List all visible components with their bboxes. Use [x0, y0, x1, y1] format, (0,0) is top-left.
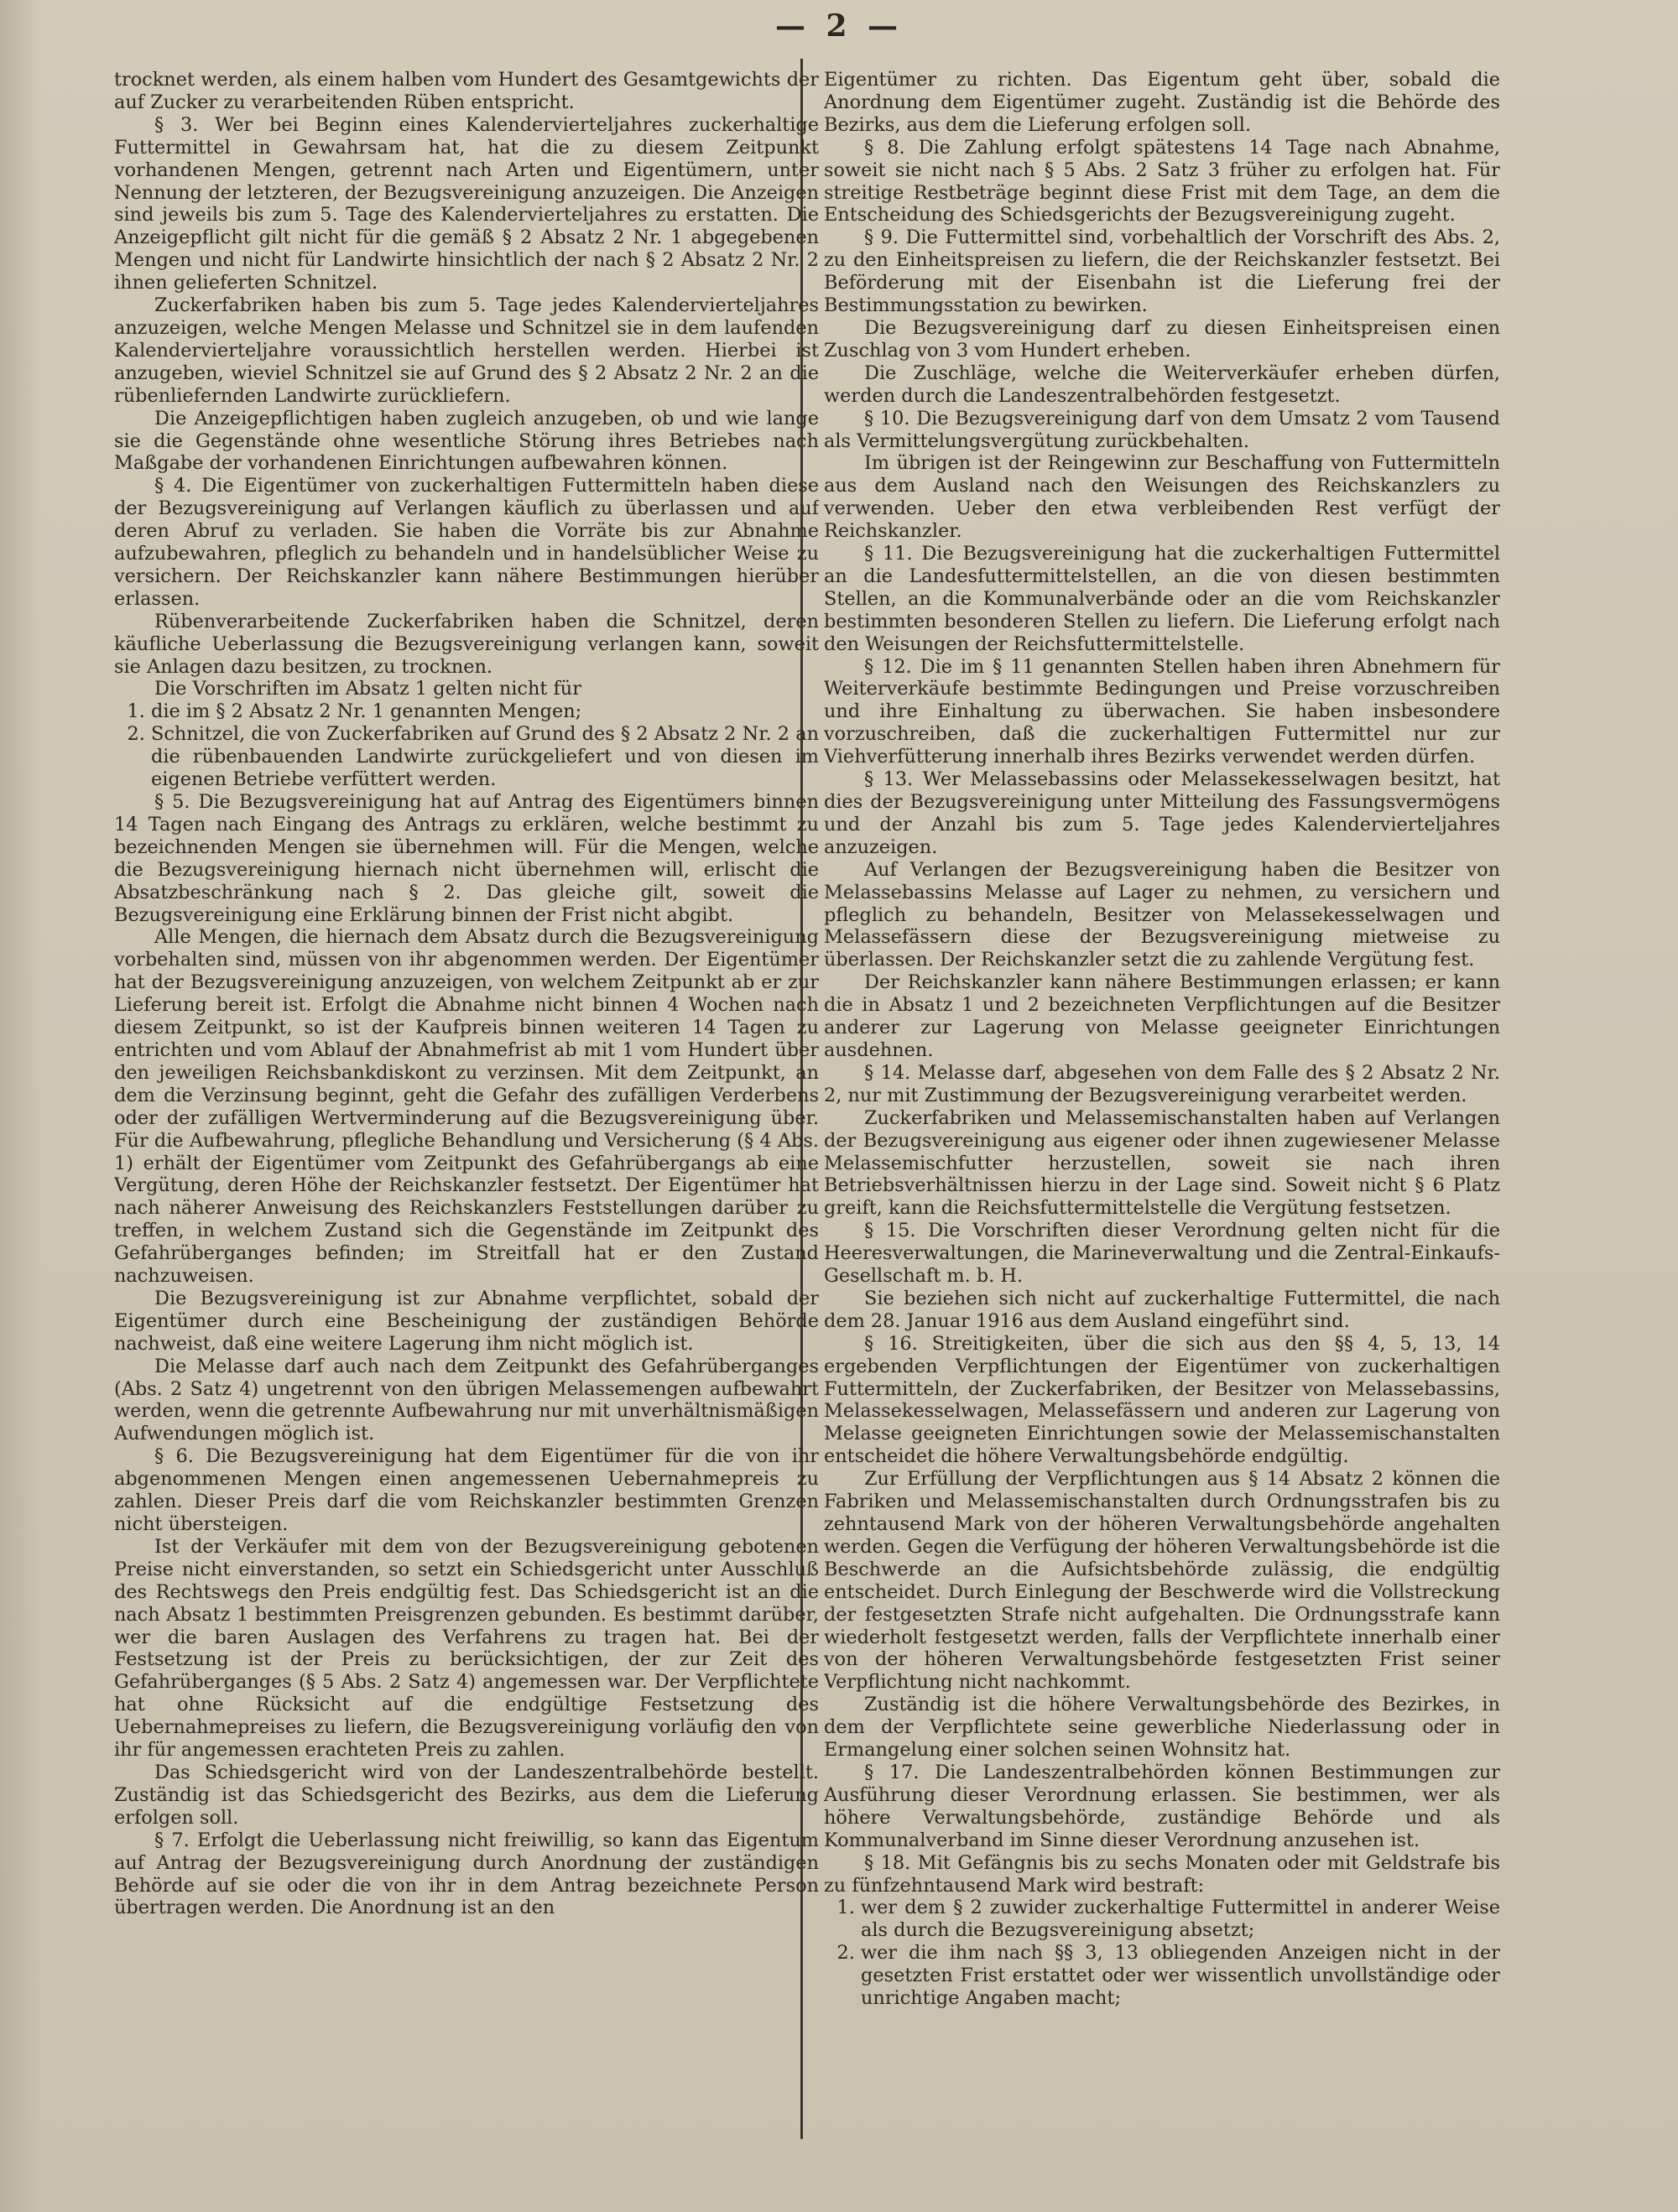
paragraph: § 5. Die Bezugsvereinigung hat auf Antrag des Eigentümers binnen 14 Tagen nach Eingang des Antrags zu erklären, welche bestimmt zu bezeichnenden Mengen sie übernehmen will. Für die Mengen, welche die Bezugsvereinigung hiernach nicht übernehmen will, erlischt die Absatzbeschränkung nach § 2. Das gleiche gilt, soweit die Bezugsvereinigung eine Erklärung binnen der Frist nicht abgibt.	[114, 791, 819, 926]
paragraph: Zuckerfabriken und Melassemischanstalten haben auf Verlangen der Bezugsvereinigung aus eigener oder ihnen zugewiesener Melasse Melassemischfutter herzustellen, soweit sie nach ihren Betriebsverhältnissen hierzu in der Lage sind. Soweit nicht § 6 Platz greift, kann die Reichsfuttermittelstelle die Vergütung festsetzen.	[824, 1106, 1500, 1220]
paragraph: Zuständig ist die höhere Verwaltungsbehörde des Bezirkes, in dem der Verpflichtete seine gewerbliche Niederlassung oder in Ermangelung einer solchen seinen Wohnsitz hat.	[824, 1694, 1500, 1762]
paragraph: § 12. Die im § 11 genannten Stellen haben ihren Abnehmern für Weiterverkäufe bestimmte Bedingungen und Preise vorzuschreiben und ihre Einhaltung zu überwachen. Sie haben insbesondere vorzuschreiben, daß die zuckerhaltigen Futtermittel nur zur Viehverfütterung innerhalb ihres Bezirks verwendet werden dürfen.	[824, 655, 1500, 768]
paragraph: Das Schiedsgericht wird von der Landeszentralbehörde bestellt. Zuständig ist das Schiedsgericht des Bezirks, aus dem die Lieferung erfolgen soll.	[114, 1761, 819, 1829]
paragraph: Eigentümer zu richten. Das Eigentum geht über, sobald die Anordnung dem Eigentümer zugeht. Zuständig ist die Behörde des Bezirks, aus dem die Lieferung erfolgen soll.	[824, 69, 1500, 136]
paragraph: § 18. Mit Gefängnis bis zu sechs Monaten oder mit Geldstrafe bis zu fünfzehntausend Mark wird bestraft:	[824, 1851, 1500, 1897]
paragraph: § 3. Wer bei Beginn eines Kalendervierteljahres zuckerhaltige Futtermittel in Gewahrsam hat, hat die zu diesem Zeitpunkt vorhandenen Mengen, getrennt nach Arten und Eigentümern, unter Nennung der letzteren, der Bezugsvereinigung anzuzeigen. Die Anzeigen sind jeweils bis zum 5. Tage des Kalendervierteljahres zu erstatten. Die Anzeigepflicht gilt nicht für die gemäß § 2 Absatz 2 Nr. 1 abgegebenen Mengen und nicht für Landwirte hinsichtlich der nach § 2 Absatz 2 Nr. 2 ihnen gelieferten Schnitzel.	[114, 113, 819, 294]
page-number: — 2 —	[774, 8, 904, 44]
list-item: 1. die im § 2 Absatz 2 Nr. 1 genannten Mengen;	[151, 700, 819, 723]
list-item: 2. wer die ihm nach §§ 3, 13 obliegenden Anzeigen nicht in der gesetzten Frist erstattet oder wer wissentlich unvollständige oder unrichtige Angaben macht;	[861, 1942, 1500, 2010]
left-column	[114, 69, 819, 2183]
paragraph: Die Bezugsvereinigung ist zur Abnahme verpflichtet, sobald der Eigentümer durch eine Bescheinigung der zuständigen Behörde nachweist, daß eine weitere Lagerung ihm nicht möglich ist.	[114, 1287, 819, 1355]
paragraph: Auf Verlangen der Bezugsvereinigung haben die Besitzer von Melassebassins Melasse auf Lager zu nehmen, zu versichern und pfleglich zu behandeln, Besitzer von Melassekesselwagen und Melassefässern diese der Bezugsvereinigung mietweise zu überlassen. Der Reichskanzler setzt die zu zahlende Vergütung fest.	[824, 858, 1500, 971]
paragraph: § 10. Die Bezugsvereinigung darf von dem Umsatz 2 vom Tausend als Vermittelungsvergütung zurückbehalten.	[824, 407, 1500, 452]
paragraph: § 9. Die Futtermittel sind, vorbehaltlich der Vorschrift des Abs. 2, zu den Einheitspreisen zu liefern, die der Reichskanzler festsetzt. Bei Beförderung mit der Eisenbahn ist die Lieferung frei der Bestimmungsstation zu bewirken.	[824, 226, 1500, 317]
paragraph: Die Vorschriften im Absatz 1 gelten nicht für	[154, 678, 581, 700]
paragraph: § 16. Streitigkeiten, über die sich aus den §§ 4, 5, 13, 14 ergebenden Verpflichtungen der Eigentümer von zuckerhaltigen Futtermitteln, der Zuckerfabriken, der Besitzer von Melassebassins, Melassekesselwagen, Melassefässern und anderen zur Lagerung von Melasse geeigneten Einrichtungen sowie der Melassemischanstalten entscheidet die höhere Verwaltungsbehörde endgültig.	[824, 1332, 1500, 1468]
paragraph: Die Bezugsvereinigung darf zu diesen Einheitspreisen einen Zuschlag von 3 vom Hundert erheben.	[824, 316, 1500, 362]
paragraph: Zur Erfüllung der Verpflichtungen aus § 14 Absatz 2 können die Fabriken und Melassemischanstalten durch Ordnungsstrafen bis zu zehntausend Mark von der höheren Verwaltungsbehörde angehalten werden. Gegen die Verfügung der höheren Verwaltungsbehörde ist die Beschwerde an die Aufsichtsbehörde zulässig, die endgültig entscheidet. Durch Einlegung der Beschwerde wird die Vollstreckung der festgesetzten Strafe nicht aufgehalten. Die Ordnungsstrafe kann wiederholt festgesetzt werden, falls der Verpflichtete innerhalb einer von der höheren Verwaltungsbehörde festgesetzten Frist seiner Verpflichtung nicht nachkommt.	[824, 1468, 1500, 1694]
paragraph: Die Zuschläge, welche die Weiterverkäufer erheben dürfen, werden durch die Landeszentralbehörden festgesetzt.	[824, 362, 1500, 407]
paragraph: Der Reichskanzler kann nähere Bestimmungen erlassen; er kann die in Absatz 1 und 2 bezeichneten Verpflichtungen auf die Besitzer anderer zur Lagerung von Melasse geeigneter Einrichtungen ausdehnen.	[824, 971, 1500, 1061]
paragraph: § 14. Melasse darf, abgesehen von dem Falle des § 2 Absatz 2 Nr. 2, nur mit Zustimmung der Bezugsvereinigung verarbeitet werden.	[824, 1061, 1500, 1106]
page-edge-shadow	[0, 0, 42, 2212]
paragraph: § 13. Wer Melassebassins oder Melassekesselwagen besitzt, hat dies der Bezugsvereinigung unter Mitteilung des Fassungsvermögens und der Anzahl bis zum 5. Tage jedes Kalendervierteljahres anzuzeigen.	[824, 768, 1500, 858]
paragraph: § 17. Die Landeszentralbehörden können Bestimmungen zur Ausführung dieser Verordnung erlassen. Sie bestimmen, wer als höhere Verwaltungsbehörde, zuständige Behörde und als Kommunalverband im Sinne dieser Verordnung anzusehen ist.	[824, 1761, 1500, 1851]
paragraph: Die Anzeigepflichtigen haben zugleich anzugeben, ob und wie lange sie die Gegenstände ohne wesentliche Störung ihres Betriebes nach Maßgabe der vorhandenen Einrichtungen aufbewahren können.	[114, 407, 819, 475]
paragraph: Die Melasse darf auch nach dem Zeitpunkt des Gefahrüberganges (Abs. 2 Satz 4) ungetrennt von den übrigen Melassemengen aufbewahrt werden, wenn die getrennte Aufbewahrung nur mit unverhältnismäßigen Aufwendungen möglich ist.	[114, 1355, 819, 1445]
paragraph: § 8. Die Zahlung erfolgt spätestens 14 Tage nach Abnahme, soweit sie nicht nach § 5 Abs. 2 Satz 3 früher zu erfolgen hat. Für streitige Restbeträge beginnt diese Frist mit dem Tage, an dem die Entscheidung des Schiedsgerichts der Bezugsvereinigung zugeht.	[824, 136, 1500, 226]
right-column	[824, 69, 1500, 2183]
paragraph: Alle Mengen, die hiernach dem Absatz durch die Bezugsvereinigung vorbehalten sind, müssen von ihr abgenommen werden. Der Eigentümer hat der Bezugsvereinigung anzuzeigen, von welchem Zeitpunkt ab er zur Lieferung bereit ist. Erfolgt die Abnahme nicht binnen 4 Wochen nach diesem Zeitpunkt, so ist der Kaufpreis binnen weiteren 14 Tagen zu entrichten und vom Ablauf der Abnahmefrist ab mit 1 vom Hundert über den jeweiligen Reichsbankdiskont zu verzinsen. Mit dem Zeitpunkt, an dem die Verzinsung beginnt, geht die Gefahr des zufälligen Verderbens oder der zufälligen Wertverminderung auf die Bezugsvereinigung über. Für die Aufbewahrung, pflegliche Behandlung und Versicherung (§ 4 Abs. 1) erhält der Eigentümer vom Zeitpunkt des Gefahrübergangs ab eine Vergütung, deren Höhe der Reichskanzler festsetzt. Der Eigentümer hat nach näherer Anweisung des Reichskanzlers Feststellungen darüber zu treffen, in welchem Zustand sich die Gegenstände im Zeitpunkt des Gefahrüberganges befinden; im Streitfall hat er den Zustand nachzuweisen.	[114, 926, 819, 1288]
paragraph: Zuckerfabriken haben bis zum 5. Tage jedes Kalendervierteljahres anzuzeigen, welche Mengen Melasse und Schnitzel sie in dem laufenden Kalendervierteljahre voraussichtlich herstellen werden. Hierbei ist anzugeben, wieviel Schnitzel sie auf Grund des § 2 Absatz 2 Nr. 2 an die rübenliefernden Landwirte zurückliefern.	[114, 294, 819, 407]
numbered-list	[824, 1897, 1500, 2010]
paragraph: Sie beziehen sich nicht auf zuckerhaltige Futtermittel, die nach dem 28. Januar 1916 aus dem Ausland eingeführt sind.	[824, 1287, 1500, 1332]
paragraph: § 11. Die Bezugsvereinigung hat die zuckerhaltigen Futtermittel an die Landesfuttermittelstellen, an die von diesen bestimmten Stellen, an die Kommunalverbände oder an die vom Reichskanzler bestimmten besonderen Stellen zu liefern. Die Lieferung erfolgt nach den Weisungen der Reichsfuttermittelstelle.	[824, 543, 1500, 655]
paragraph: Rübenverarbeitende Zuckerfabriken haben die Schnitzel, deren käufliche Ueberlassung die Bezugsvereinigung verlangen kann, soweit sie Anlagen dazu besitzen, zu trocknen.	[114, 610, 819, 678]
list-item: 2. Schnitzel, die von Zuckerfabriken auf Grund des § 2 Absatz 2 Nr. 2 an die rübenbauenden Landwirte zurückgeliefert und von diesen im eigenen Betriebe verfüttert werden.	[151, 723, 819, 791]
paragraph: Im übrigen ist der Reingewinn zur Beschaffung von Futtermitteln aus dem Ausland nach den Weisungen des Reichskanzlers zu verwenden. Ueber den etwa verbleibenden Rest verfügt der Reichskanzler.	[824, 452, 1500, 543]
paragraph: § 4. Die Eigentümer von zuckerhaltigen Futtermitteln haben diese der Bezugsvereinigung auf Verlangen käuflich zu überlassen und auf deren Abruf zu verladen. Sie haben die Vorräte bis zur Abnahme aufzubewahren, pfleglich zu behandeln und in handelsüblicher Weise zu versichern. Der Reichskanzler kann nähere Bestimmungen hierüber erlassen.	[114, 475, 819, 610]
paragraph: § 6. Die Bezugsvereinigung hat dem Eigentümer für die von ihr abgenommenen Mengen einen angemessenen Uebernahmepreis zu zahlen. Dieser Preis darf die vom Reichskanzler bestimmten Grenzen nicht übersteigen.	[114, 1445, 819, 1535]
paragraph: Ist der Verkäufer mit dem von der Bezugsvereinigung gebotenen Preise nicht einverstanden, so setzt ein Schiedsgericht unter Ausschluß des Rechtswegs den Preis endgültig fest. Das Schiedsgericht ist an die nach Absatz 1 bestimmten Preisgrenzen gebunden. Es bestimmt darüber, wer die baren Auslagen des Verfahrens zu tragen hat. Bei der Festsetzung ist der Preis zu berücksichtigen, der zur Zeit des Gefahrüberganges (§ 5 Abs. 2 Satz 4) angemessen war. Der Verpflichtete hat ohne Rücksicht auf die endgültige Festsetzung des Uebernahmepreises zu liefern, die Bezugsvereinigung vorläufig den von ihr für angemessen erachteten Preis zu zahlen.	[114, 1535, 819, 1762]
paragraph: § 7. Erfolgt die Ueberlassung nicht freiwillig, so kann das Eigentum auf Antrag der Bezugsvereinigung durch Anordnung der zuständigen Behörde auf sie oder die von ihr in dem Antrag bezeichnete Person übertragen werden. Die Anordnung ist an den	[114, 1829, 819, 1919]
list-item: 1. wer dem § 2 zuwider zuckerhaltige Futtermittel in anderer Weise als durch die Bezugsvereinigung absetzt;	[861, 1897, 1500, 1942]
paragraph: trocknet werden, als einem halben vom Hundert des Gesamtgewichts der auf Zucker zu verarbeitenden Rüben entspricht.	[114, 69, 819, 113]
numbered-list	[114, 700, 819, 791]
paragraph: § 15. Die Vorschriften dieser Verordnung gelten nicht für die Heeresverwaltungen, die Marineverwaltung und die Zentral-Einkaufs-Gesellschaft m. b. H.	[824, 1220, 1500, 1288]
